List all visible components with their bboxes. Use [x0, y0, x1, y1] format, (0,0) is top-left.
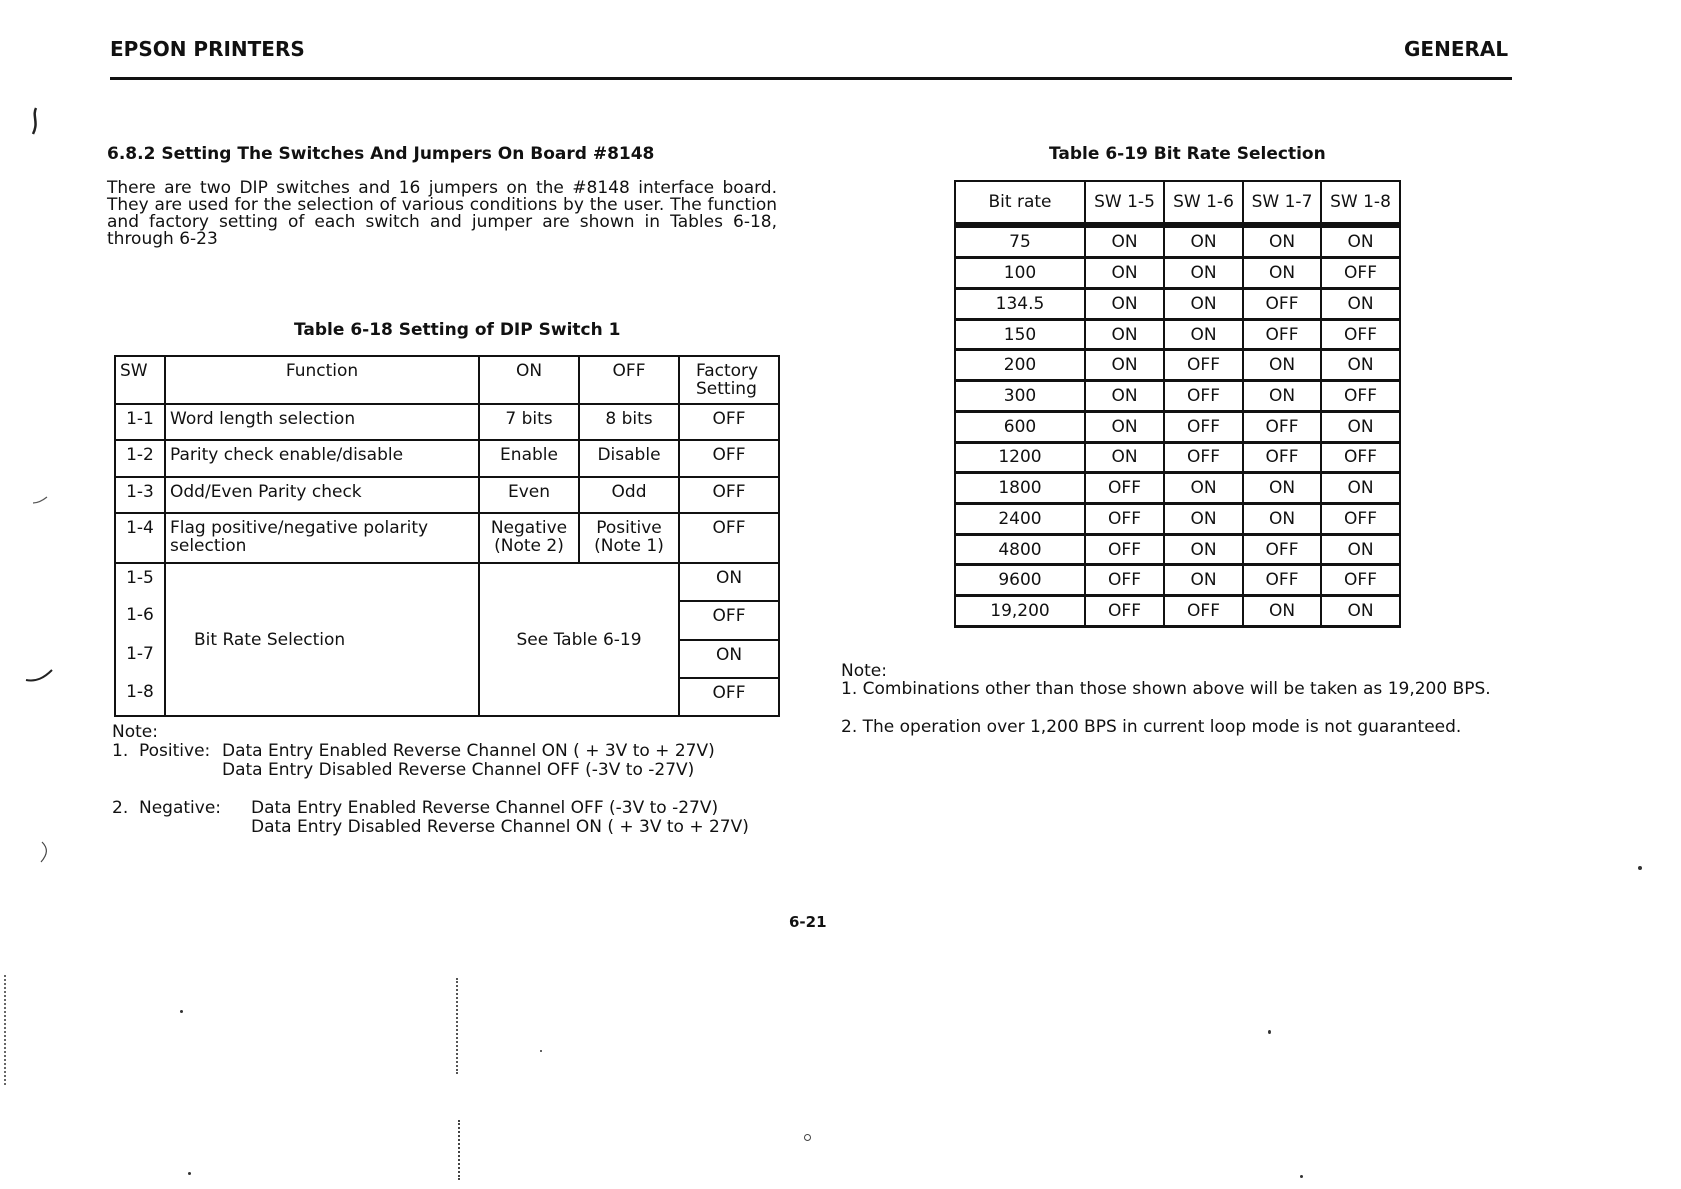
table18-note2-label: Negative: — [139, 798, 222, 818]
table18-note1-line1: Data Entry Enabled Reverse Channel ON ( + 3V to + 27V) — [222, 741, 715, 761]
page-number: 6-21 — [789, 913, 827, 931]
row-sw: 1-6 — [115, 601, 165, 639]
table18-note2-line1: Data Entry Enabled Reverse Channel OFF (-3V to -27V) — [251, 798, 719, 818]
row-sw: 1-8 — [115, 678, 165, 716]
row-bit-rate: 2400 — [955, 503, 1085, 534]
table19-header-row — [955, 181, 1400, 225]
header-off: OFF — [579, 356, 679, 404]
row-sw-1-6: OFF — [1164, 442, 1243, 473]
row-sw-1-7: ON — [1243, 473, 1321, 504]
row-sw-1-5: OFF — [1085, 596, 1164, 627]
row-bit-rate: 100 — [955, 258, 1085, 289]
row-sw: 1-2 — [115, 440, 165, 476]
table-row — [955, 565, 1400, 596]
row-sw-1-7: OFF — [1243, 442, 1321, 473]
header-left: EPSON PRINTERS — [110, 37, 305, 61]
margin-mark — [38, 840, 50, 864]
row-sw-1-8: ON — [1321, 473, 1400, 504]
row-on: Even — [479, 477, 579, 513]
row-sw-1-5: ON — [1085, 381, 1164, 412]
row-sw-1-6: ON — [1164, 258, 1243, 289]
table18-note2-number: 2. — [112, 798, 129, 818]
row-sw-1-6: ON — [1164, 473, 1243, 504]
table-row — [955, 225, 1400, 258]
scan-speck — [540, 1050, 542, 1052]
row-sw-1-8: OFF — [1321, 442, 1400, 473]
row-sw-1-5: ON — [1085, 319, 1164, 350]
row-factory: ON — [679, 640, 779, 678]
scan-speck — [1638, 866, 1642, 870]
table-row — [955, 258, 1400, 289]
scan-artifact — [456, 978, 466, 1074]
row-function: Parity check enable/disable — [165, 440, 479, 476]
row-bit-rate: 4800 — [955, 534, 1085, 565]
header-bit-rate: Bit rate — [955, 181, 1085, 225]
row-sw-1-6: ON — [1164, 503, 1243, 534]
table-row — [115, 440, 779, 476]
row-sw-1-7: ON — [1243, 258, 1321, 289]
row-sw-1-8: ON — [1321, 225, 1400, 258]
bit-rate-selection-cell: Bit Rate Selection — [165, 563, 479, 716]
header-rule — [110, 77, 1512, 80]
row-factory: OFF — [679, 678, 779, 716]
row-sw-1-7: OFF — [1243, 319, 1321, 350]
row-sw-1-8: ON — [1321, 411, 1400, 442]
row-sw: 1-5 — [115, 563, 165, 601]
row-sw-1-8: ON — [1321, 350, 1400, 381]
row-bit-rate: 1200 — [955, 442, 1085, 473]
header-right: GENERAL — [1404, 37, 1509, 61]
row-sw-1-7: OFF — [1243, 411, 1321, 442]
row-sw-1-8: OFF — [1321, 565, 1400, 596]
margin-mark — [24, 668, 54, 684]
table-row — [955, 473, 1400, 504]
row-bit-rate: 1800 — [955, 473, 1085, 504]
section-title: 6.8.2 Setting The Switches And Jumpers On Board #8148 — [107, 144, 655, 164]
bit-rate-table — [954, 180, 1401, 628]
section-intro: There are two DIP switches and 16 jumpers on the #8148 interface board. They are used for the selection of various conditions by the user. The function and factory setting of each switch and jumper are shown in Tables 6-18, through 6-23 — [107, 178, 777, 249]
table-row — [955, 534, 1400, 565]
row-sw-1-7: ON — [1243, 350, 1321, 381]
table-row — [955, 442, 1400, 473]
row-bit-rate: 19,200 — [955, 596, 1085, 627]
row-factory: OFF — [679, 404, 779, 440]
table18-note-label: Note: — [112, 722, 158, 742]
row-sw-1-5: OFF — [1085, 503, 1164, 534]
row-sw: 1-3 — [115, 477, 165, 513]
row-factory: ON — [679, 563, 779, 601]
row-sw-1-8: OFF — [1321, 381, 1400, 412]
table18-note1-line2: Data Entry Disabled Reverse Channel OFF (-3V to -27V) — [222, 760, 695, 780]
table-row — [115, 404, 779, 440]
scan-speck — [1268, 1030, 1271, 1034]
table18-header-row — [115, 356, 779, 404]
row-sw: 1-4 — [115, 513, 165, 563]
row-sw-1-5: ON — [1085, 225, 1164, 258]
row-sw-1-6: ON — [1164, 565, 1243, 596]
scan-speck — [1300, 1175, 1303, 1178]
row-sw-1-6: ON — [1164, 319, 1243, 350]
table19-note1: 1. Combinations other than those shown above will be taken as 19,200 BPS. — [841, 679, 1491, 699]
table-row — [955, 319, 1400, 350]
table-row — [115, 563, 779, 601]
table-row — [115, 513, 779, 563]
row-sw: 1-1 — [115, 404, 165, 440]
table19-caption: Table 6-19 Bit Rate Selection — [1049, 144, 1326, 164]
table-row — [955, 411, 1400, 442]
row-sw-1-7: OFF — [1243, 534, 1321, 565]
margin-mark-icon — [30, 106, 40, 136]
row-off: Odd — [579, 477, 679, 513]
scan-speck — [180, 1010, 183, 1013]
row-off: 8 bits — [579, 404, 679, 440]
scan-artifact — [458, 1120, 466, 1180]
margin-mark-icon — [32, 495, 48, 505]
row-sw-1-5: ON — [1085, 350, 1164, 381]
row-bit-rate: 600 — [955, 411, 1085, 442]
table-row — [955, 596, 1400, 627]
row-factory: OFF — [679, 440, 779, 476]
header-sw-1-8: SW 1-8 — [1321, 181, 1400, 225]
row-off: Disable — [579, 440, 679, 476]
header-sw-1-7: SW 1-7 — [1243, 181, 1321, 225]
row-sw-1-6: OFF — [1164, 596, 1243, 627]
table19-note2: 2. The operation over 1,200 BPS in current loop mode is not guaranteed. — [841, 717, 1462, 737]
row-bit-rate: 150 — [955, 319, 1085, 350]
header-factory-setting: Factory Setting — [679, 356, 779, 404]
row-on: 7 bits — [479, 404, 579, 440]
row-sw-1-6: ON — [1164, 288, 1243, 319]
table18-note1-label: Positive: — [139, 741, 211, 761]
margin-mark — [32, 490, 48, 500]
header-function: Function — [165, 356, 479, 404]
row-sw-1-6: OFF — [1164, 350, 1243, 381]
row-sw-1-8: OFF — [1321, 503, 1400, 534]
row-sw-1-5: OFF — [1085, 565, 1164, 596]
row-function: Flag positive/negative polarity selection — [165, 513, 479, 563]
header-sw-1-6: SW 1-6 — [1164, 181, 1243, 225]
row-sw-1-5: OFF — [1085, 534, 1164, 565]
table-row — [955, 288, 1400, 319]
row-sw-1-7: ON — [1243, 225, 1321, 258]
margin-mark-icon — [38, 840, 50, 864]
row-sw-1-7: OFF — [1243, 565, 1321, 596]
row-sw-1-5: ON — [1085, 288, 1164, 319]
row-sw-1-5: ON — [1085, 442, 1164, 473]
scan-artifact — [4, 975, 10, 1085]
scan-speck — [804, 1134, 811, 1141]
margin-mark — [30, 106, 40, 136]
header-on: ON — [479, 356, 579, 404]
row-bit-rate: 300 — [955, 381, 1085, 412]
row-sw-1-7: ON — [1243, 381, 1321, 412]
row-factory: OFF — [679, 601, 779, 639]
row-function: Odd/Even Parity check — [165, 477, 479, 513]
table18-note2-line2: Data Entry Disabled Reverse Channel ON ( + 3V to + 27V) — [251, 817, 749, 837]
row-on: Enable — [479, 440, 579, 476]
header-sw-1-5: SW 1-5 — [1085, 181, 1164, 225]
row-sw-1-7: OFF — [1243, 288, 1321, 319]
row-bit-rate: 75 — [955, 225, 1085, 258]
row-sw-1-5: ON — [1085, 411, 1164, 442]
row-off: Positive (Note 1) — [579, 513, 679, 563]
row-bit-rate: 200 — [955, 350, 1085, 381]
row-factory: OFF — [679, 477, 779, 513]
row-sw-1-8: ON — [1321, 534, 1400, 565]
row-sw-1-5: ON — [1085, 258, 1164, 289]
row-sw-1-6: ON — [1164, 534, 1243, 565]
margin-mark-icon — [24, 668, 54, 684]
scan-speck — [188, 1172, 191, 1175]
row-sw-1-5: OFF — [1085, 473, 1164, 504]
table-row — [955, 350, 1400, 381]
row-sw-1-7: ON — [1243, 503, 1321, 534]
see-table-cell: See Table 6-19 — [479, 563, 679, 716]
row-bit-rate: 134.5 — [955, 288, 1085, 319]
table-row — [955, 503, 1400, 534]
row-sw-1-6: OFF — [1164, 381, 1243, 412]
row-factory: OFF — [679, 513, 779, 563]
row-sw-1-8: ON — [1321, 596, 1400, 627]
row-sw-1-6: OFF — [1164, 411, 1243, 442]
header-sw: SW — [115, 356, 165, 404]
table-row — [115, 477, 779, 513]
dip-switch-1-table — [114, 355, 780, 717]
row-sw-1-7: ON — [1243, 596, 1321, 627]
row-sw-1-8: ON — [1321, 288, 1400, 319]
row-sw: 1-7 — [115, 640, 165, 678]
row-on: Negative (Note 2) — [479, 513, 579, 563]
table18-caption: Table 6-18 Setting of DIP Switch 1 — [294, 320, 621, 340]
row-sw-1-6: ON — [1164, 225, 1243, 258]
row-function: Word length selection — [165, 404, 479, 440]
row-sw-1-8: OFF — [1321, 258, 1400, 289]
table18-note1-number: 1. — [112, 741, 129, 761]
table-row — [955, 381, 1400, 412]
row-sw-1-8: OFF — [1321, 319, 1400, 350]
table19-note-label: Note: — [841, 661, 887, 681]
row-bit-rate: 9600 — [955, 565, 1085, 596]
